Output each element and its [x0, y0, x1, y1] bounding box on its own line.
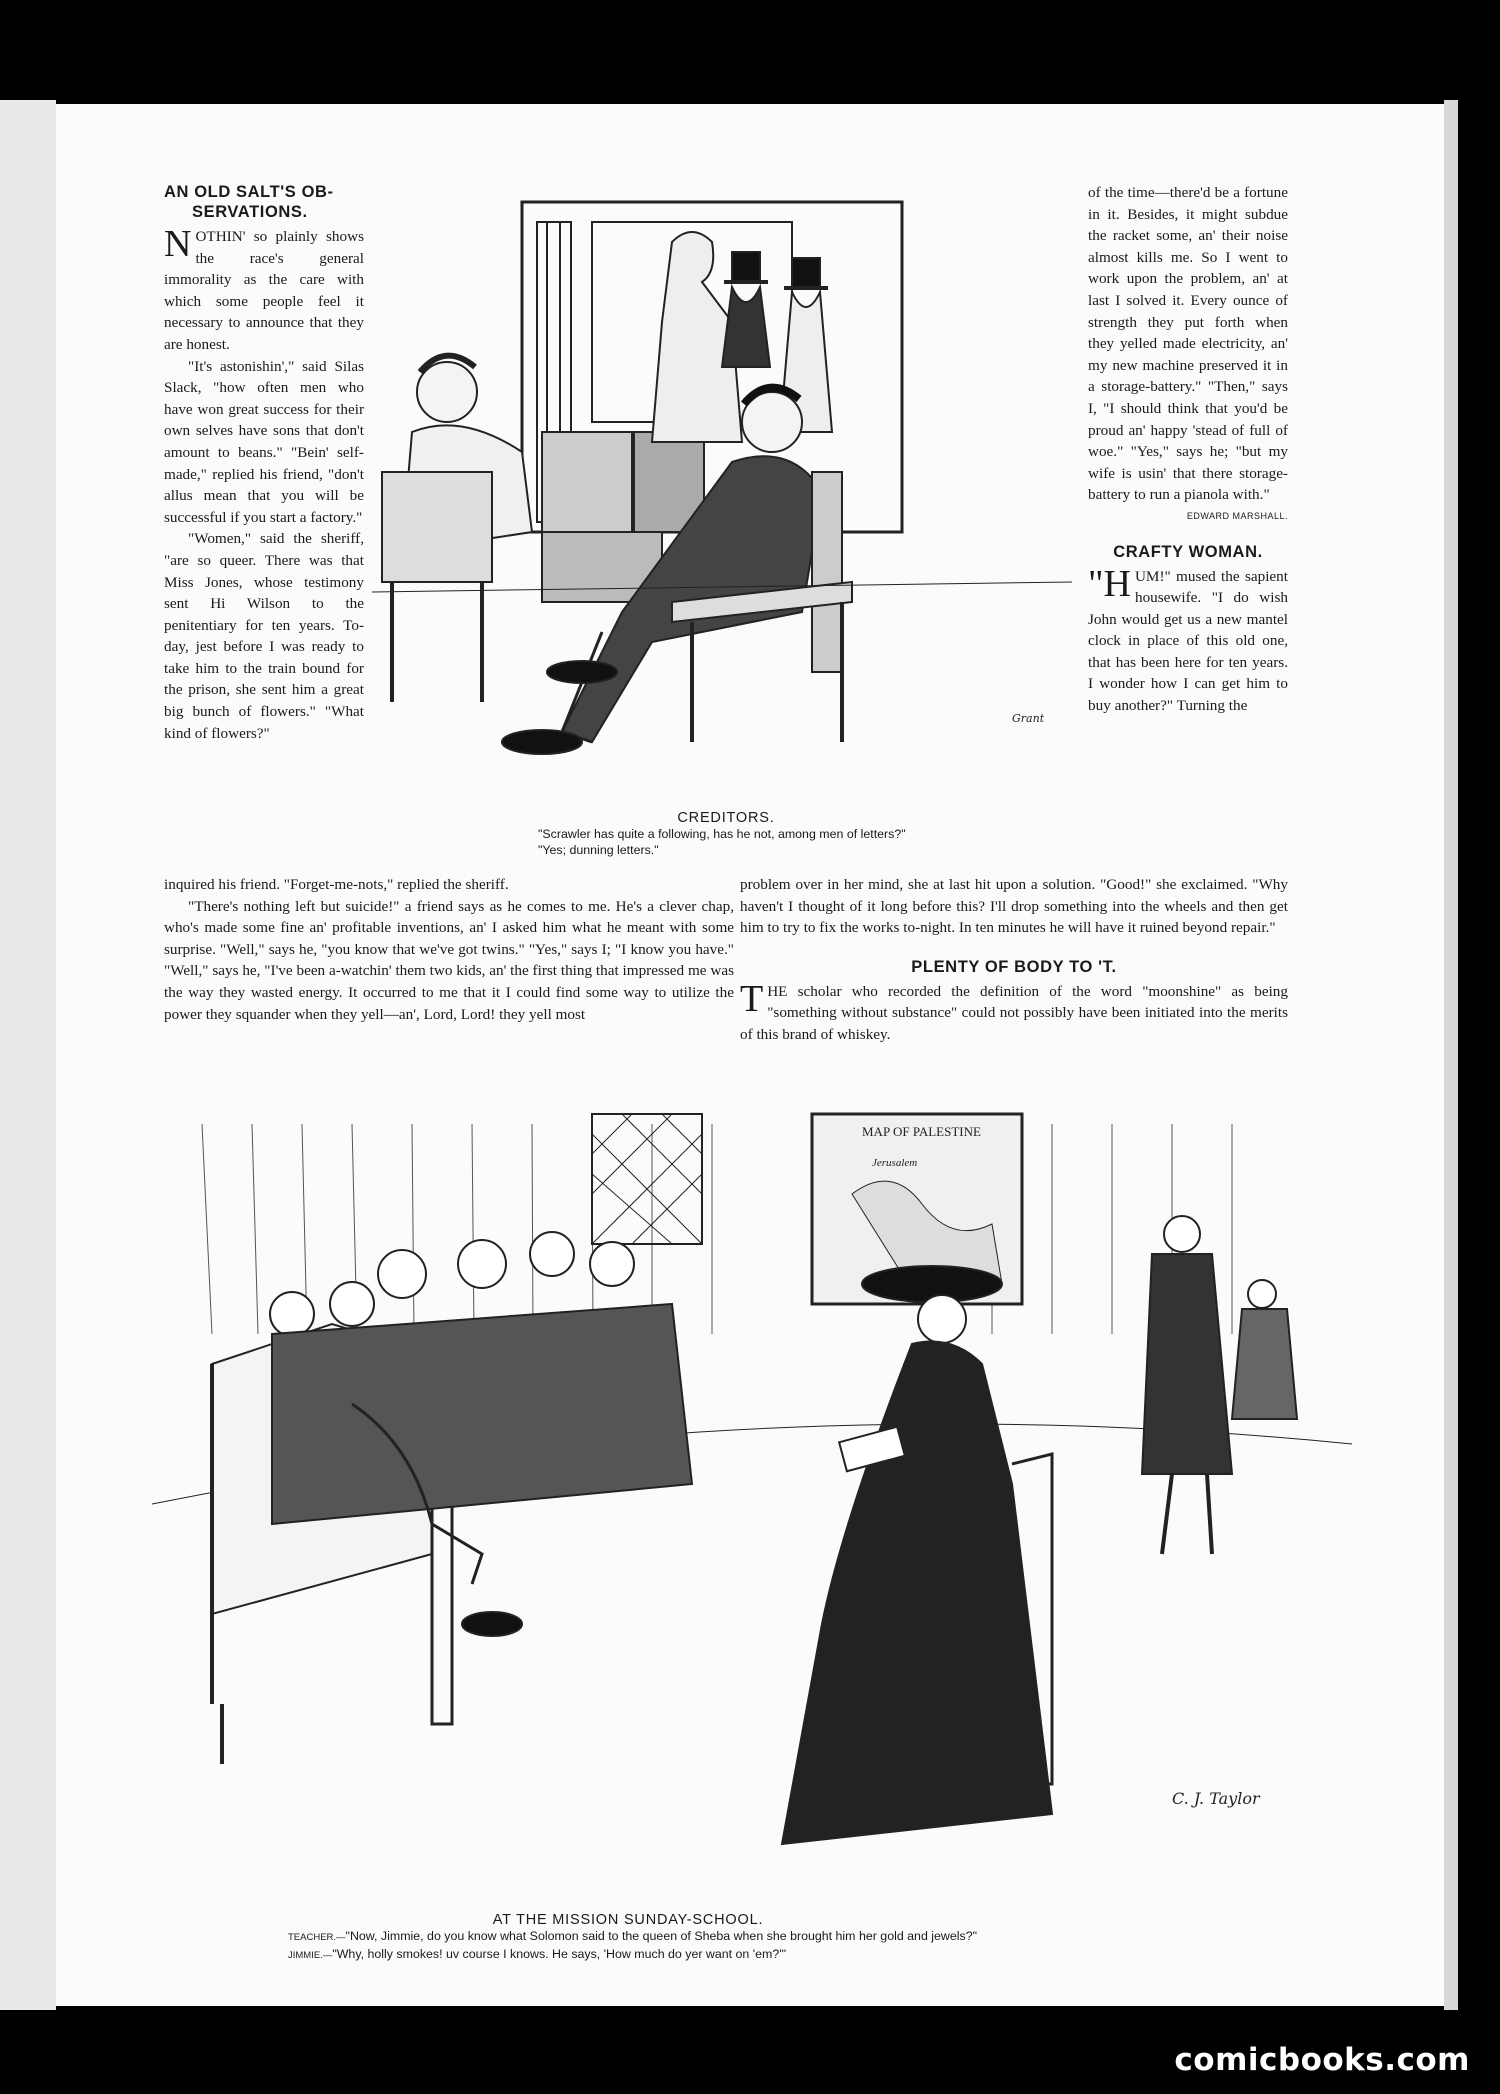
article-title-plenty-of-body: PLENTY OF BODY TO 'T.: [911, 957, 1117, 976]
article-paragraph: "Women," said the sheriff, "are so queer. There was that Miss Jones, whose testimony sent Hi Wilson to the penitentiary for ten years. To-day, jest before I was ready to take him to the train bound for the prison, she sent him a great big bunch of flowers." "What kind of flowers?": [164, 530, 364, 742]
page-edge: [1444, 100, 1458, 2010]
caption-title-creditors: CREDITORS.: [677, 810, 775, 826]
sunday-school-drawing: [152, 1104, 1352, 1894]
sunday-school-illustration: [152, 1104, 1352, 1894]
article-paragraph: "HUM!" mused the sapient housewife. "I do wish John would get us a new mantel clock in place of this old one, that has been here for ten years. I wonder how I can get him to buy another?" Turning the: [1088, 562, 1288, 715]
binding-spine: [0, 100, 56, 2010]
caption-title-sunday-school: AT THE MISSION SUNDAY-SCHOOL.: [492, 1912, 764, 1928]
article-paragraph: THE scholar who recorded the definition of the word "moonshine" as being "something without substance" could not possibly have been initiated into the merits of this brand of whiskey.: [740, 977, 1288, 1043]
caption-line: "Yes; dunning letters.": [538, 843, 659, 857]
article-paragraph: "There's nothing left but suicide!" a friend says as he comes to me. He's a clever chap, who's made some fine an' profitable inventions, an' I asked him what he meant with some surprise. "Well," says he, "you know that we've got twins." "Yes," says I; "I know you have." "Well," says he, "I've been a-watchin' them two kids, an' the first thing that impressed me was the way they wasted energy. It occurred to me that it I could find some way to utilize the power they squander when they yell—an', Lord, Lord! they yell most: [164, 897, 734, 1023]
creditors-drawing: [372, 182, 1080, 802]
article-paragraph: problem over in her mind, she at last hit upon a solution. "Good!" she exclaimed. "Why haven't I thought of it long before this? I'll drop something into the wheels and then get him to try to fix the works to-night. In ten minutes he will have it ruined beyond repair.": [740, 876, 1288, 937]
article-paragraph: "It's astonishin'," said Silas Slack, "how often men who have won great success for their own selves have sons that don't amount to beans." "Bein' self-made," replied his friend, "don't allus mean that you will be successful if you start a factory.": [164, 357, 364, 526]
watermark: comicbooks.com: [1174, 2042, 1470, 2078]
article-title-crafty-woman: CRAFTY WOMAN.: [1113, 542, 1263, 561]
creditors-illustration: [372, 182, 1080, 872]
map-title: MAP OF PALESTINE: [862, 1124, 981, 1139]
article-paragraph: NOTHIN' so plainly shows the race's general immorality as the care with which some people feel it necessary to announce that they are honest.: [164, 223, 364, 353]
caption-line: JIMMIE.—"Why, holly smokes! uv course I knows. He says, 'How much do yer want on 'em?'": [288, 1947, 786, 1961]
article-crafty-continued: [740, 874, 1288, 1046]
drop-cap: T: [740, 977, 764, 1020]
sunday-school-caption: [288, 1912, 1288, 1964]
artist-signature: Grant: [1012, 712, 1045, 725]
drop-cap: "H: [1088, 562, 1131, 605]
artist-signature: C. J. Taylor: [1172, 1789, 1260, 1808]
caption-line: TEACHER.—"Now, Jimmie, do you know what Solomon said to the queen of Sheba when she brought him her gold and jewels?": [288, 1929, 978, 1943]
caption-line: "Scrawler has quite a following, has he not, among men of letters?": [538, 827, 906, 841]
drop-cap: N: [164, 223, 192, 265]
magazine-page: [56, 104, 1444, 2006]
article-title-old-salt: AN OLD SALT'S OB- SERVATIONS.: [164, 183, 334, 221]
article-old-salt-column: [164, 182, 364, 744]
byline: EDWARD MARSHALL.: [1186, 510, 1288, 521]
article-right-column: [1088, 182, 1288, 717]
map-label: Jerusalem: [872, 1157, 918, 1169]
article-paragraph: inquired his friend. "Forget-me-nots," replied the sheriff.: [164, 876, 509, 893]
article-old-salt-continued: [164, 874, 734, 1025]
article-paragraph: of the time—there'd be a fortune in it. Besides, it might subdue the racket some, an' their noise almost kills me. So I went to work upon the problem, an' at last I solved it. Every ounce of strength they put forth when they yelled made electricity, an' my new machine preserved it in a storage-battery." "Then," says I, "I should think that you'd be proud an' happy 'stead of full of woe." "Yes," says he; "but my wife is usin' that there storage-battery to run a pianola with.": [1088, 184, 1288, 504]
